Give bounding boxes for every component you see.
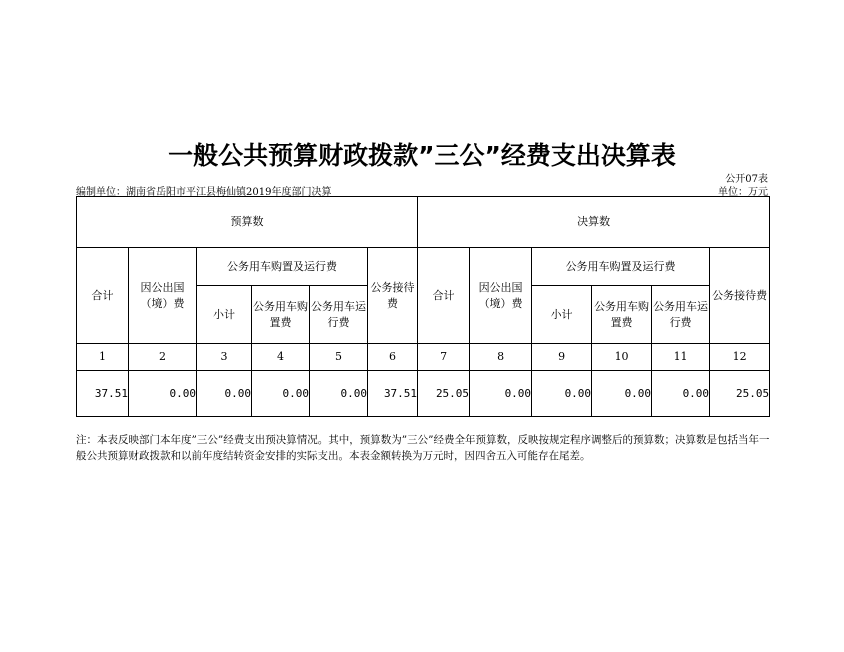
col-number: 12 [710,344,770,371]
col-number: 11 [652,344,710,371]
header-vehicle-operation-final: 公务用车运行费 [652,286,710,344]
header-vehicle-purchase-final: 公务用车购置费 [592,286,652,344]
header-abroad-budget: 因公出国（境）费 [129,248,197,344]
value-cell: 25.05 [710,371,770,417]
header-vehicle-final: 公务用车购置及运行费 [532,248,710,286]
col-number: 7 [418,344,470,371]
final-group-header: 决算数 [418,197,770,248]
value-cell: 0.00 [532,371,592,417]
col-number: 3 [197,344,252,371]
table-note: 注：本表反映部门本年度”三公”经费支出预决算情况。其中，预算数为”三公”经费全年预算数，反映按规定程序调整后的预算数；决算数是包括当年一般公共预算财政拨款和以前年度结转资金安排的实际支出。本表金额转换为万元时，因四舍五入可能存在尾差。 [76,434,770,462]
budget-group-header: 预算数 [77,197,418,248]
value-cell: 0.00 [197,371,252,417]
header-abroad-final: 因公出国（境）费 [470,248,532,344]
col-number: 5 [310,344,368,371]
col-number: 9 [532,344,592,371]
header-reception-budget: 公务接待费 [368,248,418,344]
header-vehicle-purchase-budget: 公务用车购置费 [252,286,310,344]
value-cell: 37.51 [77,371,129,417]
value-cell: 0.00 [129,371,197,417]
value-cell: 0.00 [652,371,710,417]
value-cell: 25.05 [418,371,470,417]
header-subtotal-final: 小计 [532,286,592,344]
form-number: 公开07表 [725,174,768,185]
currency-unit: 单位：万元 [718,187,768,198]
col-number: 8 [470,344,532,371]
value-cell: 0.00 [592,371,652,417]
col-number: 1 [77,344,129,371]
header-subtotal-budget: 小计 [197,286,252,344]
value-cell: 0.00 [252,371,310,417]
header-total-budget: 合计 [77,248,129,344]
three-public-expenses-table [76,196,770,417]
value-cell: 0.00 [310,371,368,417]
column-number-row [77,344,770,371]
compiler-unit: 编制单位：湖南省岳阳市平江县梅仙镇2019年度部门决算 [76,187,332,198]
col-number: 2 [129,344,197,371]
table-row [77,371,770,417]
col-number: 4 [252,344,310,371]
header-vehicle-operation-budget: 公务用车运行费 [310,286,368,344]
header-total-final: 合计 [418,248,470,344]
col-number: 10 [592,344,652,371]
page-title: 一般公共预算财政拨款”三公”经费支出决算表 [168,141,676,170]
value-cell: 0.00 [470,371,532,417]
value-cell: 37.51 [368,371,418,417]
header-reception-final: 公务接待费 [710,248,770,344]
col-number: 6 [368,344,418,371]
header-vehicle-budget: 公务用车购置及运行费 [197,248,368,286]
